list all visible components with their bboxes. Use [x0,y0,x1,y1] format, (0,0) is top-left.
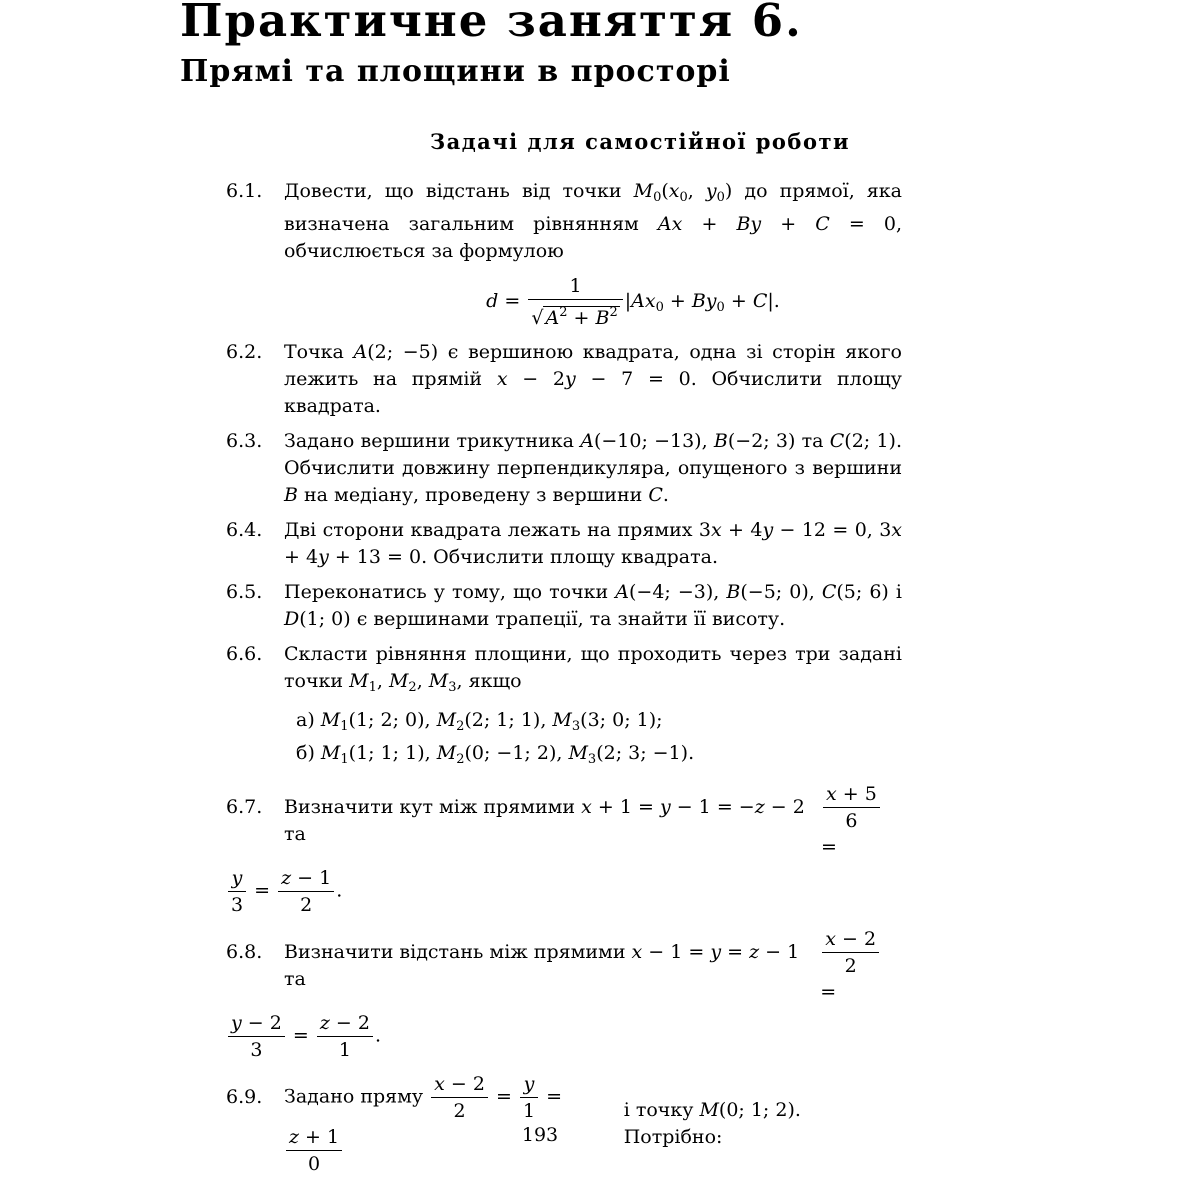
sub-item-b: б) $M_1(1$; 1; 1), $M_2(0$; −1; 2), $M_3(2$; 3; −1). [296,742,695,767]
problem-number: 6.5. [226,581,263,603]
problem-text: . Потрібно: [623,1099,801,1148]
section-heading: Задачі для самостійної роботи [429,129,851,154]
problem-6-8: 6.8. Визначити відстань між прямими x − 1 = y = z − 1 та $\frac{x - 2}{2}$ = [226,926,902,1006]
problem-number: 6.3. [226,430,263,452]
problem-number: 6.8. [226,941,263,963]
problem-text: Скласти рівняння площини, що проходить через три задані точки [284,643,902,692]
problem-6-2: 6.2. Точка A(2; −5) є вершиною квадрата, одна зі сторін якого лежить на прямій x − 2y − 7 = 0. Обчислити площу квадрата. [226,341,902,417]
problem-text: Визначити кут між прямими [284,796,582,818]
problem-text: на медіану, проведену з вершини [297,484,649,506]
problem-text: до прямої, яка визначена загальним рівнянням [284,180,902,235]
problem-6-5: 6.5. Переконатись у тому, що точки A(−4; −3), B(−5; 0), C(5; 6) і D(1; 0) є вершинами трапеції, та знайти її висоту. [226,581,902,630]
problem-text: Переконатись у тому, що точки [284,581,616,603]
problem-number: 6.7. [226,796,263,818]
problem-text: є вершинами трапеції, та знайти її висоту. [350,608,786,630]
problem-number: 6.2. [226,341,263,363]
problem-text: Задано пряму [284,1085,430,1108]
problem-text: та [284,968,306,990]
problem-6-7-continuation: $\frac{y}{3}$ = $\frac{z - 1}{2}$ . [226,865,902,918]
distance-formula: d = $\frac{1}{√ A^2 + B^2}$ $|Ax_0 + By_0 + C|$. [486,275,780,329]
sub-item-a: а) $M_1(1$; 2; 0), $M_2(2$; 1; 1), $M_3(3$; 0; 1); [296,709,663,734]
problem-text: , обчислюється за формулою [284,213,903,262]
problem-text: Визначити відстань між прямими [284,941,632,963]
problem-text: та [284,823,306,845]
problem-6-6: 6.6. Скласти рівняння площини, що проходить через три задані точки $M_1$, $M_2$, $M_3$, якщо а) $M_1(1$; 2; 0), $M_2(2$; 1; 1), $M_3(3$; 0; 1); б) $M_1(1$; 1; 1), $M_2(0$; −1; 2), $M_3(2$; 3; −1). [226,641,902,773]
problem-text: Дві сторони квадрата лежать на прямих [284,519,699,541]
sub-items [284,707,902,773]
problem-6-1: 6.1. Довести, що відстань від точки $M_0(x_0$, $y_0$) до прямої, яка визначена загальним рівнянням Ax + By + C = 0, обчислюється за формулою d = $\frac{1}{√ A^2 + B^2}$ $|Ax_0 + By_0 + C|$. [226,180,903,329]
problem-text: і точку [623,1099,700,1121]
problem-6-9: 6.9. Задано пряму $\frac{x - 2}{2}$ = $\frac{y}{1}$ = $\frac{z + 1}{0}$ і точку M(0; 1; 2). Потрібно: [226,1073,801,1175]
problem-number: 6.1. [226,180,263,202]
problem-text: і [888,581,902,603]
problem-text: . [662,484,669,506]
problem-text: , якщо [456,670,522,692]
problem-number: 6.9. [226,1086,263,1108]
problem-6-7: 6.7. Визначити кут між прямими x + 1 = y − 1 = −z − 2 та $\frac{x + 5}{6}$ = [226,781,902,861]
page-title: Практичне заняття 6. [180,0,803,47]
problem-text: . Обчислити довжину перпендикуляра, опущеного з вершини [284,430,902,479]
problem-text: . Обчислити площу квадрата. [284,368,902,417]
problem-list [226,178,902,1177]
problem-number: 6.4. [226,519,263,541]
problem-6-3: 6.3. Задано вершини трикутника A(−10; −13), B(−2; 3) та C(2; 1). Обчислити довжину перпендикуляра, опущеного з вершини B на медіану, проведену з вершини C. [226,430,902,506]
problem-text: . Обчислити площу квадрата. [421,546,718,568]
problem-6-8-continuation: $\frac{y - 2}{3}$ = $\frac{z - 2}{1}$ . [226,1010,902,1063]
problem-6-4: 6.4. Дві сторони квадрата лежать на прямих 3x + 4y − 12 = 0, 3x + 4y + 13 = 0. Обчислити площу квадрата. [226,519,902,568]
problem-text: є вершиною квадрата, одна зі сторін якого лежить на прямій [284,341,902,390]
problem-text: Задано вершини трикутника [284,430,581,452]
problem-text: Точка [284,341,354,363]
page-subtitle: Прямі та площини в просторі [180,54,731,89]
problem-number: 6.6. [226,643,263,665]
problem-text: Довести, що відстань від точки [284,180,634,202]
page-number: 193 [521,1124,559,1146]
problem-text: та [795,430,830,452]
